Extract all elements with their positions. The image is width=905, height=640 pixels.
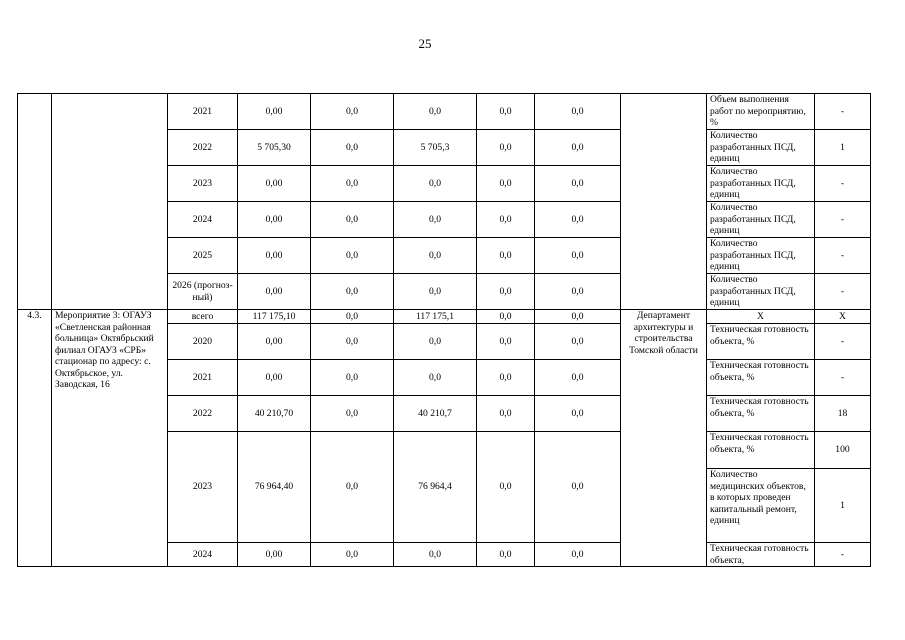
total-cell: 5 705,30 [238,130,311,166]
indicator-value-cell: - [815,94,871,130]
value-cell: 0,0 [311,94,394,130]
value-cell: 0,0 [535,310,621,324]
value-cell: 0,0 [311,360,394,396]
indicator-value-cell: 1 [815,469,871,543]
value-cell: 0,0 [311,432,394,543]
total-cell: 0,00 [238,238,311,274]
value-cell: 0,0 [535,543,621,567]
total-cell: 76 964,40 [238,432,311,543]
year-cell: 2023 [168,166,238,202]
value-cell: 5 705,3 [394,130,477,166]
indicator-value-cell: - [815,543,871,567]
value-cell: 0,0 [535,166,621,202]
value-cell: 0,0 [477,94,535,130]
indicator-cell: Техническая готовность объекта, % [707,324,815,360]
indicator-value-cell: - [815,324,871,360]
total-cell: 117 175,10 [238,310,311,324]
value-cell: 0,0 [535,360,621,396]
indicator-cell: Количество разработанных ПСД, единиц [707,238,815,274]
value-cell: 0,0 [477,324,535,360]
indicator-cell: X [707,310,815,324]
value-cell: 0,0 [394,324,477,360]
year-cell: 2025 [168,238,238,274]
value-cell: 0,0 [394,543,477,567]
program-table [17,93,871,567]
page-number: 25 [418,36,432,51]
year-cell: 2021 [168,360,238,396]
value-cell: 0,0 [394,238,477,274]
year-cell: 2023 [168,432,238,543]
indicator-cell: Количество разработанных ПСД, единиц [707,166,815,202]
value-cell: 0,0 [535,324,621,360]
total-cell: 0,00 [238,94,311,130]
indicator-cell: Техническая готовность объекта, % [707,432,815,469]
year-cell: 2024 [168,202,238,238]
indicator-value-cell: - [815,274,871,310]
value-cell: 0,0 [477,274,535,310]
indicator-cell: Техническая готовность объекта, % [707,396,815,432]
value-cell: 0,0 [477,396,535,432]
value-cell: 0,0 [394,166,477,202]
indicator-cell: Количество разработанных ПСД, единиц [707,130,815,166]
total-cell: 0,00 [238,360,311,396]
value-cell: 117 175,1 [394,310,477,324]
year-cell: 2024 [168,543,238,567]
value-cell: 0,0 [394,94,477,130]
indicator-value-cell: - [815,166,871,202]
total-cell: 0,00 [238,274,311,310]
indicator-value-cell: 1 [815,130,871,166]
value-cell: 0,0 [311,166,394,202]
indicator-value-cell: 100 [815,432,871,469]
value-cell: 0,0 [311,274,394,310]
year-cell: 2022 [168,396,238,432]
value-cell: 0,0 [535,238,621,274]
value-cell: 0,0 [311,324,394,360]
table-row [18,310,871,324]
indicator-cell: Техническая готовность объекта, [707,543,815,567]
year-cell: всего [168,310,238,324]
value-cell: 76 964,4 [394,432,477,543]
total-cell: 0,00 [238,202,311,238]
value-cell: 0,0 [477,432,535,543]
value-cell: 0,0 [394,274,477,310]
value-cell: 0,0 [311,396,394,432]
row-number-cell: 4.3. [18,310,52,567]
indicator-value-cell: - [815,202,871,238]
value-cell: 0,0 [535,396,621,432]
value-cell: 0,0 [535,274,621,310]
indicator-value-cell: X [815,310,871,324]
event-name-cell: Мероприятие 3: ОГАУЗ «Светленская районная больница» Октябрьский филиал ОГАУЗ «СРБ» стационар по адресу: с. Октябрьское, ул. Заводская, 16 [52,310,168,567]
value-cell: 40 210,7 [394,396,477,432]
executor-cell: Департамент архитектуры и строительства Томской области [621,310,707,567]
value-cell: 0,0 [535,202,621,238]
year-cell: 2020 [168,324,238,360]
total-cell: 40 210,70 [238,396,311,432]
value-cell: 0,0 [394,202,477,238]
value-cell: 0,0 [394,360,477,396]
value-cell: 0,0 [477,130,535,166]
value-cell: 0,0 [311,543,394,567]
indicator-value-cell: - [815,238,871,274]
value-cell: 0,0 [535,432,621,543]
row-number-cell [18,94,52,310]
indicator-cell: Количество разработанных ПСД, единиц [707,202,815,238]
event-name-cell [52,94,168,310]
table-row [18,94,871,130]
value-cell: 0,0 [311,202,394,238]
value-cell: 0,0 [477,202,535,238]
total-cell: 0,00 [238,324,311,360]
year-cell: 2021 [168,94,238,130]
year-cell: 2026 (прогноз-ный) [168,274,238,310]
value-cell: 0,0 [535,94,621,130]
value-cell: 0,0 [535,130,621,166]
year-cell: 2022 [168,130,238,166]
value-cell: 0,0 [477,360,535,396]
value-cell: 0,0 [311,130,394,166]
value-cell: 0,0 [311,238,394,274]
indicator-value-cell: 18 [815,396,871,432]
total-cell: 0,00 [238,543,311,567]
value-cell: 0,0 [477,310,535,324]
value-cell: 0,0 [477,166,535,202]
value-cell: 0,0 [477,543,535,567]
indicator-cell: Количество медицинских объектов, в которых проведен капитальный ремонт, единиц [707,469,815,543]
executor-cell [621,94,707,310]
value-cell: 0,0 [311,310,394,324]
indicator-value-cell: - [815,360,871,396]
indicator-cell: Количество разработанных ПСД, единиц [707,274,815,310]
indicator-cell: Объем выполнения работ по мероприятию, % [707,94,815,130]
value-cell: 0,0 [477,238,535,274]
indicator-cell: Техническая готовность объекта, % [707,360,815,396]
total-cell: 0,00 [238,166,311,202]
